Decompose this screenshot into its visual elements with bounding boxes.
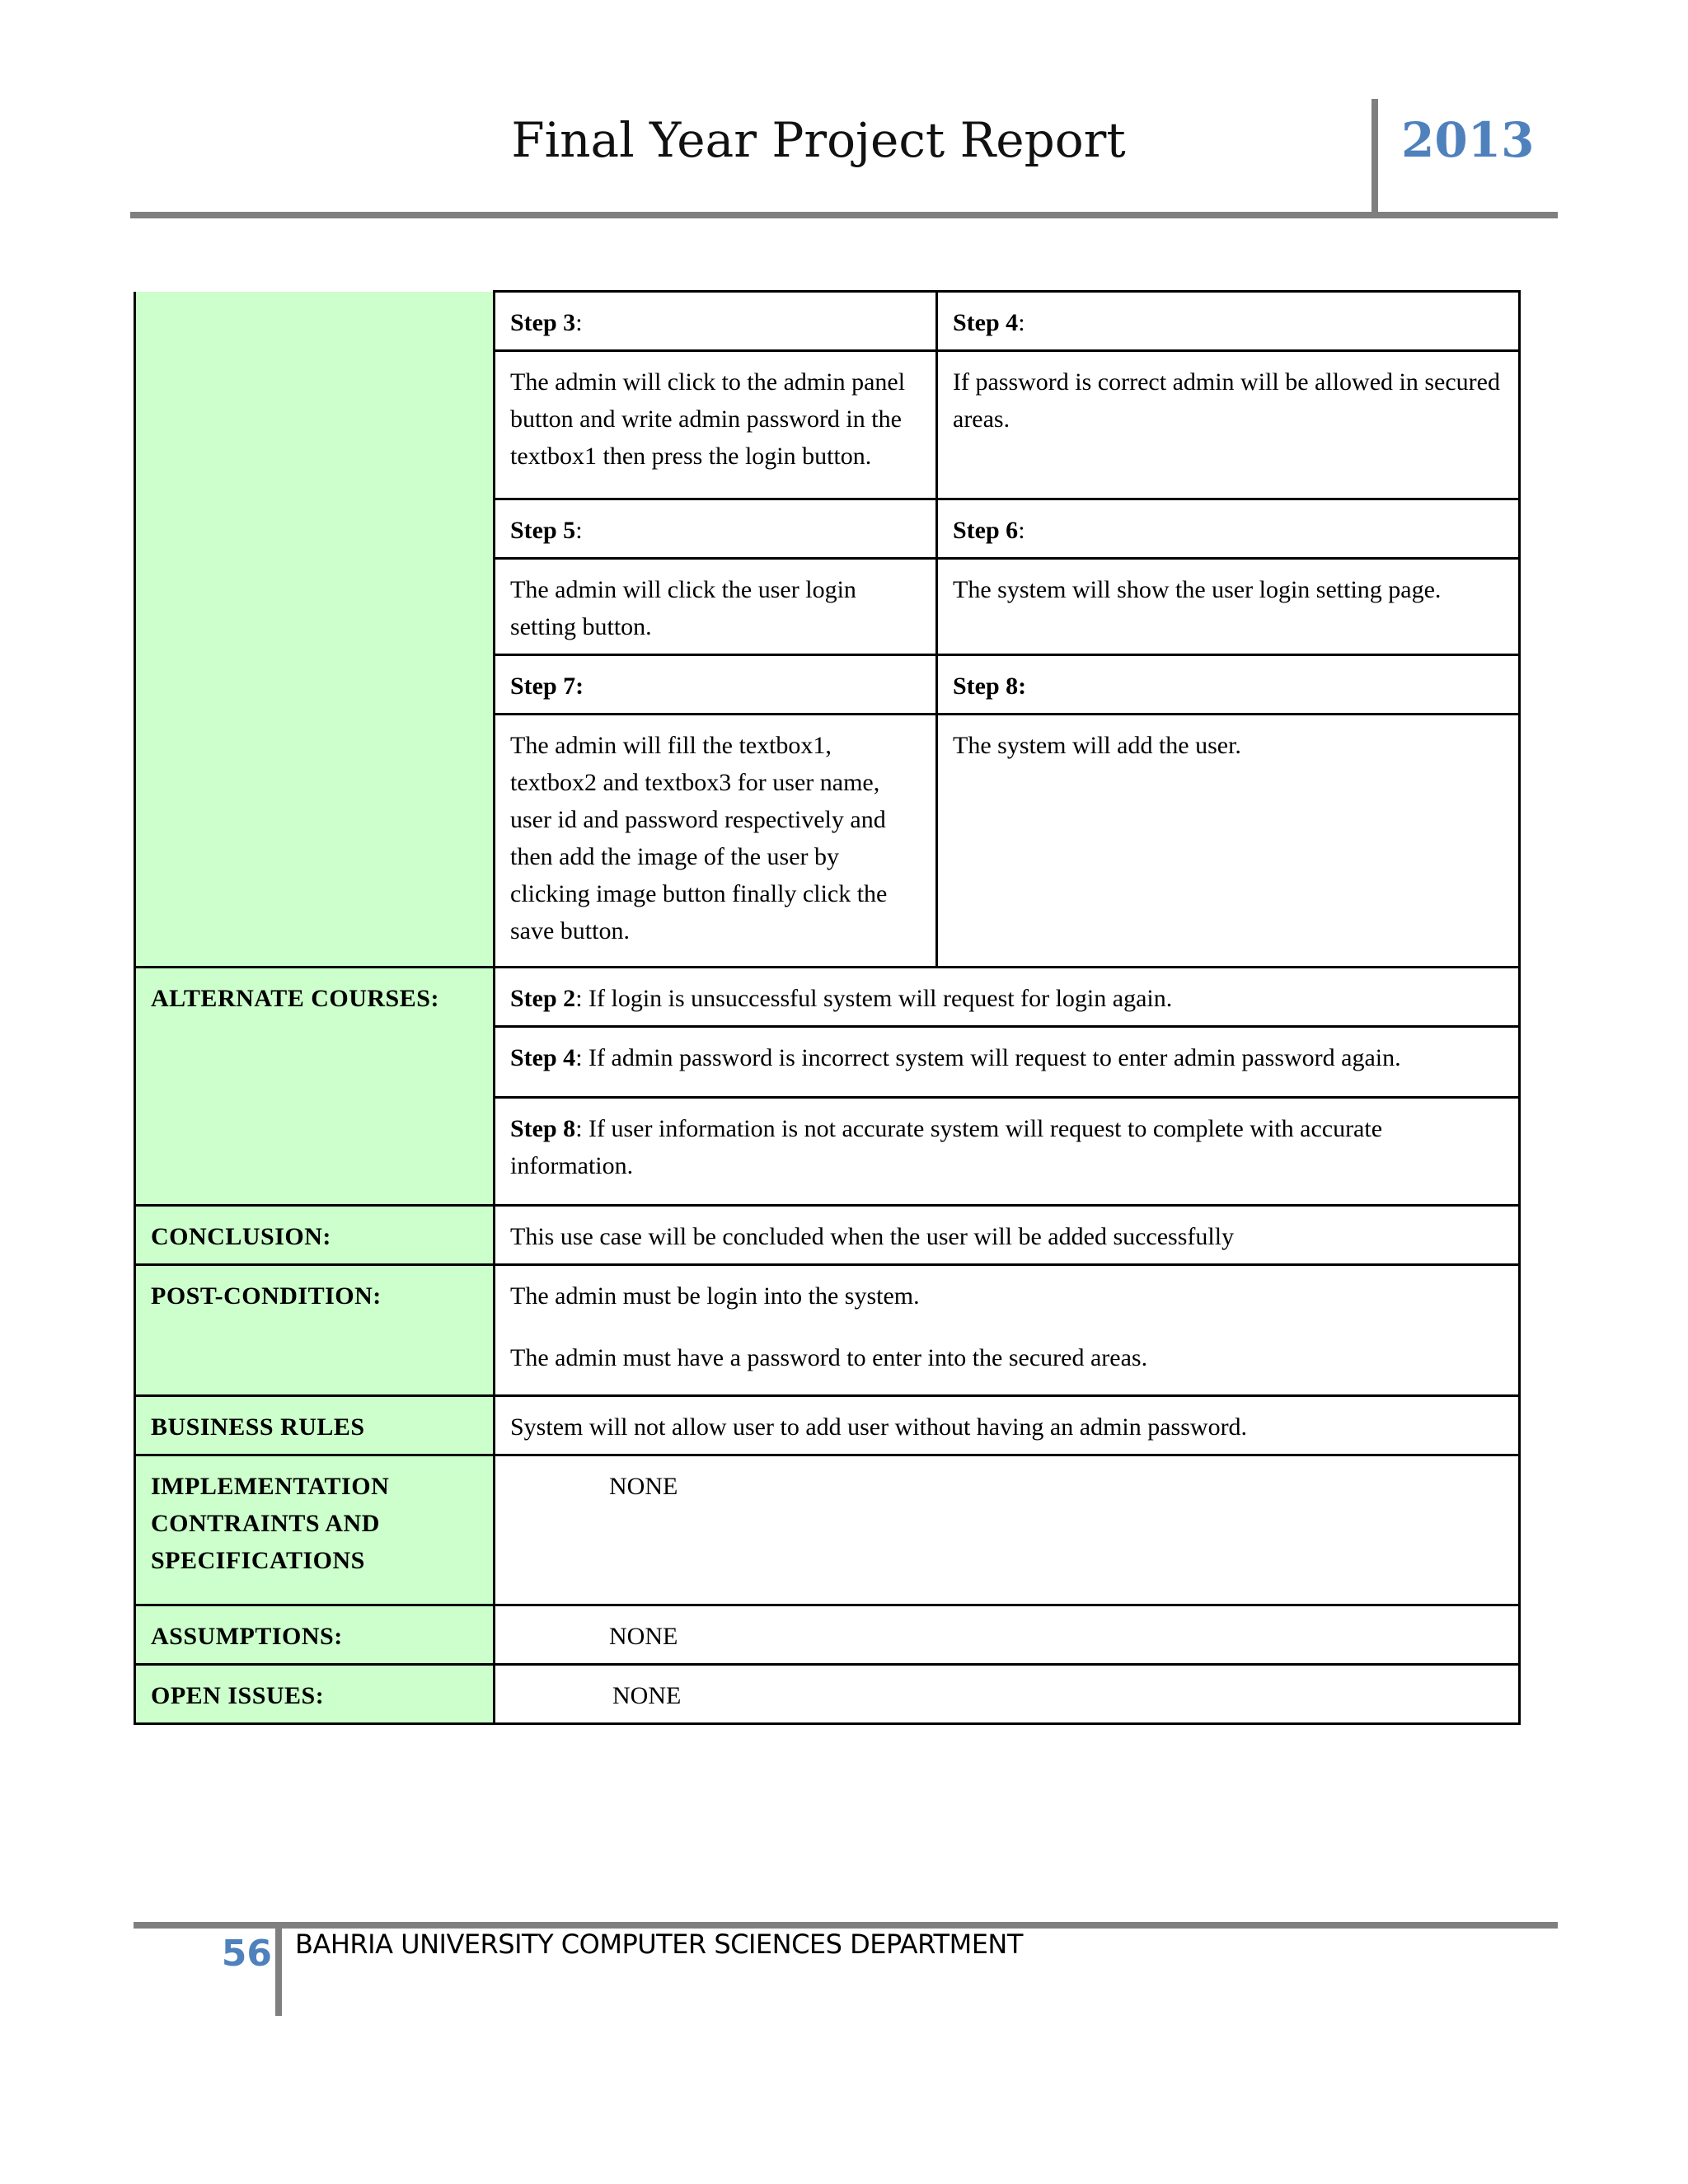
open-issues-label: OPEN ISSUES: <box>135 1665 495 1724</box>
step-6-text: The system will show the user login setting page. <box>937 559 1520 655</box>
post-condition-line-1: The admin must be login into the system. <box>510 1282 920 1310</box>
alternate-courses-label: ALTERNATE COURSES: <box>135 968 495 1098</box>
table-row <box>135 1455 1520 1605</box>
conclusion-label: CONCLUSION: <box>135 1206 495 1265</box>
green-label-cell <box>135 292 495 968</box>
header-rule <box>130 212 1558 218</box>
post-condition-line-2: The admin must have a password to enter into the secured areas. <box>510 1344 1148 1371</box>
alternate-step-2: Step 2: If login is unsuccessful system will request for login again. <box>495 968 1520 1027</box>
alternate-courses-label-cont <box>135 1098 495 1206</box>
post-condition-label: POST-CONDITION: <box>135 1265 495 1396</box>
table-row <box>135 1605 1520 1665</box>
step-7-text: The admin will fill the textbox1, textbox2 and textbox3 for user name, user id and password respectively and then add the image of the user by clicking image button finally click the save button. <box>495 715 937 968</box>
assumptions-text: NONE <box>495 1605 1520 1665</box>
table-row <box>135 1206 1520 1265</box>
business-rules-text: System will not allow user to add user without having an admin password. <box>495 1396 1520 1455</box>
step-3-header: Step 3: <box>495 292 937 351</box>
footer-rule <box>134 1922 1558 1929</box>
step-8-text: The system will add the user. <box>937 715 1520 968</box>
implementation-text: NONE <box>495 1455 1520 1605</box>
business-rules-label: BUSINESS RULES <box>135 1396 495 1455</box>
document-title: Final Year Project Report <box>511 112 1126 168</box>
alternate-step-8: Step 8: If user information is not accurate system will request to complete with accurate information. <box>495 1098 1520 1206</box>
alternate-step-4: Step 4: If admin password is incorrect system will request to enter admin password again. <box>495 1027 1520 1098</box>
table-row <box>135 1265 1520 1396</box>
step-4-header: Step 4: <box>937 292 1520 351</box>
use-case-table <box>134 290 1521 1725</box>
header-year: 2013 <box>1401 112 1535 168</box>
step-4-text: If password is correct admin will be allowed in secured areas. <box>937 351 1520 499</box>
step-3-text: The admin will click to the admin panel button and write admin password in the textbox1 then press the login button. <box>495 351 937 499</box>
table-row <box>135 292 1520 351</box>
step-5-header: Step 5: <box>495 499 937 559</box>
conclusion-text: This use case will be concluded when the user will be added successfully <box>495 1206 1520 1265</box>
implementation-label: IMPLEMENTATION CONTRAINTS AND SPECIFICATIONS <box>135 1455 495 1605</box>
table-row <box>135 968 1520 1027</box>
step-7-header: Step 7: <box>495 655 937 715</box>
header-divider <box>1372 99 1378 216</box>
footer-department: BAHRIA UNIVERSITY COMPUTER SCIENCES DEPARTMENT <box>295 1929 1023 1960</box>
table-row <box>135 1665 1520 1724</box>
page-number: 56 <box>221 1933 272 1975</box>
assumptions-label: ASSUMPTIONS: <box>135 1605 495 1665</box>
footer-divider <box>275 1925 282 2016</box>
step-5-text: The admin will click the user login setting button. <box>495 559 937 655</box>
step-8-header: Step 8: <box>937 655 1520 715</box>
step-6-header: Step 6: <box>937 499 1520 559</box>
table-row <box>135 1098 1520 1206</box>
table-row <box>135 1396 1520 1455</box>
post-condition-text <box>495 1265 1520 1396</box>
open-issues-text: NONE <box>495 1665 1520 1724</box>
